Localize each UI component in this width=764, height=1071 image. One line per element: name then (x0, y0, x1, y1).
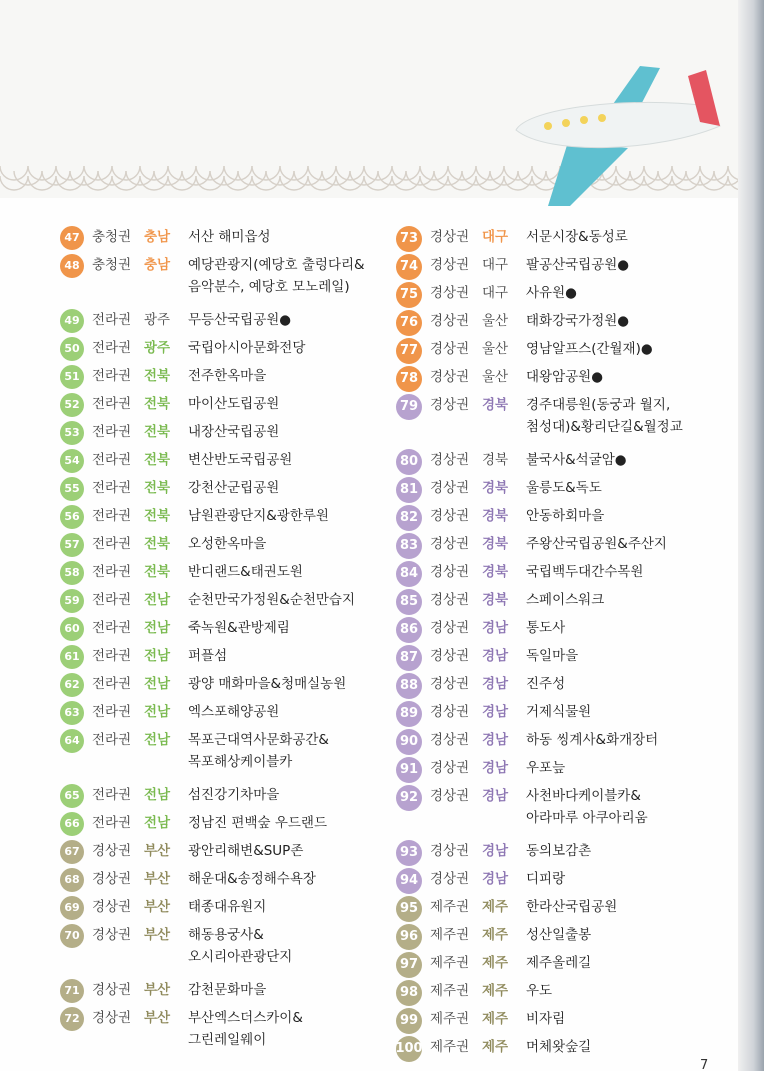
list-item (396, 868, 736, 896)
number-badge: 72 (60, 1007, 84, 1031)
region-label: 전라권 (92, 787, 132, 803)
list-item (396, 254, 736, 282)
number-badge: 66 (60, 812, 84, 836)
city-label: 전북 (144, 480, 171, 496)
place-name: 사유원● (526, 285, 577, 301)
number-badge: 80 (396, 449, 422, 475)
list-item (396, 840, 736, 868)
city-label: 경남 (482, 732, 509, 748)
place-name: 해운대&송정해수욕장 (188, 871, 316, 887)
place-name: 국립아시아문화전당 (188, 340, 306, 356)
number-badge: 55 (60, 477, 84, 501)
city-label: 부산 (144, 843, 171, 859)
place-name: 동의보감촌 (526, 843, 592, 859)
city-label: 경북 (482, 564, 509, 580)
region-label: 경상권 (430, 397, 470, 413)
number-badge: 51 (60, 365, 84, 389)
place-name: 경주대릉원(동궁과 월지, 첨성대)&황리단길&월정교 (526, 397, 683, 435)
list-item (396, 673, 736, 701)
city-label: 전북 (144, 368, 171, 384)
region-label: 전라권 (92, 424, 132, 440)
city-label: 부산 (144, 982, 171, 998)
list-item (396, 282, 736, 310)
region-label: 경상권 (430, 257, 470, 273)
place-name: 우포늪 (526, 760, 566, 776)
number-badge: 87 (396, 645, 422, 671)
list-item (60, 254, 390, 309)
city-label: 충남 (144, 257, 171, 273)
region-label: 충청권 (92, 257, 132, 273)
city-label: 전북 (144, 424, 171, 440)
city-label: 전북 (144, 508, 171, 524)
region-label: 경상권 (92, 927, 132, 943)
number-badge: 61 (60, 645, 84, 669)
place-name: 전주한옥마을 (188, 368, 267, 384)
place-name: 엑스포해양공원 (188, 704, 280, 720)
place-name: 광안리해변&SUP존 (188, 843, 304, 859)
number-badge: 96 (396, 924, 422, 950)
number-badge: 62 (60, 673, 84, 697)
number-badge: 69 (60, 896, 84, 920)
region-label: 전라권 (92, 480, 132, 496)
list-item (396, 310, 736, 338)
list-item (396, 533, 736, 561)
region-label: 경상권 (430, 564, 470, 580)
region-label: 제주권 (430, 1039, 470, 1055)
number-badge: 49 (60, 309, 84, 333)
number-badge: 53 (60, 421, 84, 445)
place-name: 정남진 편백숲 우드랜드 (188, 815, 327, 831)
city-label: 제주 (482, 1039, 509, 1055)
number-badge: 86 (396, 617, 422, 643)
page-number: 7 (700, 1058, 709, 1071)
list-item (60, 393, 390, 421)
city-label: 부산 (144, 899, 171, 915)
city-label: 부산 (144, 927, 171, 943)
city-label: 충남 (144, 229, 171, 245)
place-name: 변산반도국립공원 (188, 452, 293, 468)
place-name: 내장산국립공원 (188, 424, 280, 440)
list-item (396, 701, 736, 729)
number-badge: 91 (396, 757, 422, 783)
region-label: 전라권 (92, 536, 132, 552)
list-item (396, 589, 736, 617)
list-item (60, 449, 390, 477)
city-label: 전남 (144, 620, 171, 636)
number-badge: 63 (60, 701, 84, 725)
city-label: 경북 (482, 536, 509, 552)
place-name: 대왕암공원● (526, 369, 603, 385)
place-name: 순천만국가정원&순천만습지 (188, 592, 356, 608)
city-label: 부산 (144, 1010, 171, 1026)
place-name: 무등산국립공원● (188, 312, 292, 328)
number-badge: 47 (60, 226, 84, 250)
number-badge: 56 (60, 505, 84, 529)
city-label: 전남 (144, 732, 171, 748)
city-label: 전북 (144, 396, 171, 412)
number-badge: 74 (396, 254, 422, 280)
list-item (60, 701, 390, 729)
city-label: 울산 (482, 369, 509, 385)
region-label: 경상권 (430, 452, 470, 468)
list-item (60, 840, 390, 868)
number-badge: 77 (396, 338, 422, 364)
list-item (60, 226, 390, 254)
place-name: 거제식물원 (526, 704, 592, 720)
city-label: 대구 (482, 229, 509, 245)
region-label: 전라권 (92, 312, 132, 328)
city-label: 제주 (482, 983, 509, 999)
region-label: 전라권 (92, 676, 132, 692)
city-label: 경남 (482, 620, 509, 636)
list-item (396, 338, 736, 366)
city-label: 경남 (482, 704, 509, 720)
city-label: 경남 (482, 871, 509, 887)
region-label: 경상권 (430, 648, 470, 664)
left-column (60, 226, 390, 1062)
number-badge: 57 (60, 533, 84, 557)
number-badge: 90 (396, 729, 422, 755)
list-item (60, 784, 390, 812)
airplane-illustration (508, 56, 738, 216)
place-name: 오성한옥마을 (188, 536, 267, 552)
region-label: 경상권 (430, 871, 470, 887)
region-label: 전라권 (92, 508, 132, 524)
place-name: 팔공산국립공원● (526, 257, 630, 273)
city-label: 제주 (482, 955, 509, 971)
city-label: 경북 (482, 592, 509, 608)
city-label: 경북 (482, 397, 509, 413)
city-label: 전남 (144, 592, 171, 608)
city-label: 전남 (144, 648, 171, 664)
number-badge: 52 (60, 393, 84, 417)
list-item (396, 505, 736, 533)
list-item (60, 729, 390, 784)
number-badge: 88 (396, 673, 422, 699)
list-item (60, 561, 390, 589)
place-name: 죽녹원&관방제림 (188, 620, 290, 636)
list-item (396, 617, 736, 645)
region-label: 전라권 (92, 732, 132, 748)
region-label: 경상권 (430, 704, 470, 720)
place-name: 한라산국립공원 (526, 899, 618, 915)
number-badge: 59 (60, 589, 84, 613)
list-item (60, 309, 390, 337)
number-badge: 76 (396, 310, 422, 336)
place-name: 성산일출봉 (526, 927, 592, 943)
place-name: 태화강국가정원● (526, 313, 630, 329)
number-badge: 70 (60, 924, 84, 948)
list-item (60, 477, 390, 505)
number-badge: 93 (396, 840, 422, 866)
list-item (396, 477, 736, 505)
region-label: 제주권 (430, 983, 470, 999)
place-name: 주왕산국립공원&주산지 (526, 536, 667, 552)
region-label: 경상권 (430, 313, 470, 329)
city-label: 광주 (144, 312, 171, 328)
list-item (60, 812, 390, 840)
city-label: 제주 (482, 899, 509, 915)
place-name: 마이산도립공원 (188, 396, 280, 412)
region-label: 경상권 (92, 899, 132, 915)
region-label: 전라권 (92, 340, 132, 356)
place-name: 통도사 (526, 620, 566, 636)
place-name: 스페이스워크 (526, 592, 605, 608)
region-label: 전라권 (92, 368, 132, 384)
city-label: 대구 (482, 257, 509, 273)
place-name: 울릉도&독도 (526, 480, 602, 496)
number-badge: 100 (396, 1036, 422, 1062)
number-badge: 85 (396, 589, 422, 615)
region-label: 경상권 (92, 843, 132, 859)
number-badge: 68 (60, 868, 84, 892)
city-label: 경북 (482, 480, 509, 496)
number-badge: 89 (396, 701, 422, 727)
city-label: 경남 (482, 760, 509, 776)
region-label: 전라권 (92, 452, 132, 468)
city-label: 울산 (482, 313, 509, 329)
list-item (60, 533, 390, 561)
list-item (60, 645, 390, 673)
list-item (60, 589, 390, 617)
region-label: 경상권 (430, 788, 470, 804)
city-label: 제주 (482, 1011, 509, 1027)
number-badge: 54 (60, 449, 84, 473)
region-label: 전라권 (92, 592, 132, 608)
city-label: 전북 (144, 452, 171, 468)
region-label: 경상권 (430, 592, 470, 608)
place-name: 머체왓숲길 (526, 1039, 592, 1055)
city-label: 울산 (482, 341, 509, 357)
place-name: 사천바다케이블카& 아라마루 아쿠아리움 (526, 788, 648, 826)
number-badge: 67 (60, 840, 84, 864)
region-label: 제주권 (430, 899, 470, 915)
region-label: 전라권 (92, 815, 132, 831)
number-badge: 64 (60, 729, 84, 753)
page-edge (738, 0, 764, 1071)
list-item (396, 449, 736, 477)
list-item (60, 673, 390, 701)
list-item (60, 617, 390, 645)
number-badge: 94 (396, 868, 422, 894)
city-label: 전북 (144, 536, 171, 552)
number-badge: 60 (60, 617, 84, 641)
list-item (60, 337, 390, 365)
list-item (396, 561, 736, 589)
region-label: 전라권 (92, 620, 132, 636)
city-label: 광주 (144, 340, 171, 356)
region-label: 제주권 (430, 927, 470, 943)
place-name: 퍼플섬 (188, 648, 228, 664)
number-badge: 71 (60, 979, 84, 1003)
number-badge: 75 (396, 282, 422, 308)
list-item (60, 924, 390, 979)
list-item (396, 394, 736, 449)
region-label: 경상권 (430, 536, 470, 552)
place-name: 해동용궁사& 오시리아관광단지 (188, 927, 293, 965)
region-label: 제주권 (430, 1011, 470, 1027)
list-item (60, 1007, 390, 1062)
number-badge: 84 (396, 561, 422, 587)
place-name: 불국사&석굴암● (526, 452, 627, 468)
place-name: 강천산군립공원 (188, 480, 280, 496)
place-name: 부산엑스더스카이& 그린레일웨이 (188, 1010, 303, 1048)
city-label: 경남 (482, 788, 509, 804)
city-label: 제주 (482, 927, 509, 943)
place-name: 감천문화마을 (188, 982, 267, 998)
city-label: 부산 (144, 871, 171, 887)
place-name: 제주올레길 (526, 955, 592, 971)
list-item (60, 896, 390, 924)
place-name: 하동 씽계사&화개장터 (526, 732, 659, 748)
list-item (60, 979, 390, 1007)
place-name: 섬진강기차마을 (188, 787, 280, 803)
city-label: 경북 (482, 508, 509, 524)
list-item (396, 785, 736, 840)
list-item (60, 365, 390, 393)
number-badge: 95 (396, 896, 422, 922)
city-label: 전남 (144, 815, 171, 831)
region-label: 경상권 (430, 508, 470, 524)
region-label: 전라권 (92, 564, 132, 580)
place-name: 목포근대역사문화공간& 목포해상케이블카 (188, 732, 329, 770)
number-badge: 99 (396, 1008, 422, 1034)
number-badge: 92 (396, 785, 422, 811)
number-badge: 48 (60, 254, 84, 278)
region-label: 경상권 (430, 369, 470, 385)
number-badge: 98 (396, 980, 422, 1006)
list-item (396, 226, 736, 254)
place-name: 광양 매화마을&청매실농원 (188, 676, 347, 692)
city-label: 경남 (482, 843, 509, 859)
list-item (396, 1008, 736, 1036)
city-label: 경북 (482, 452, 509, 468)
city-label: 경남 (482, 676, 509, 692)
number-badge: 65 (60, 784, 84, 808)
region-label: 경상권 (430, 676, 470, 692)
place-name: 디피랑 (526, 871, 566, 887)
place-name: 태종대유원지 (188, 899, 267, 915)
list-item (396, 980, 736, 1008)
place-name: 예당관광지(예당호 출렁다리& 음악분수, 예당호 모노레일) (188, 257, 365, 295)
list-item (396, 896, 736, 924)
number-badge: 58 (60, 561, 84, 585)
place-name: 안동하회마을 (526, 508, 605, 524)
number-badge: 97 (396, 952, 422, 978)
right-column (396, 226, 736, 1064)
region-label: 경상권 (430, 760, 470, 776)
city-label: 전북 (144, 564, 171, 580)
list-item (60, 421, 390, 449)
region-label: 경상권 (92, 1010, 132, 1026)
place-name: 국립백두대간수목원 (526, 564, 644, 580)
region-label: 전라권 (92, 704, 132, 720)
list-item (396, 366, 736, 394)
place-name: 서산 해미읍성 (188, 229, 271, 245)
place-name: 반디랜드&태권도원 (188, 564, 303, 580)
number-badge: 73 (396, 226, 422, 252)
city-label: 전남 (144, 676, 171, 692)
region-label: 경상권 (430, 732, 470, 748)
place-name: 서문시장&동성로 (526, 229, 628, 245)
region-label: 경상권 (430, 843, 470, 859)
region-label: 경상권 (430, 285, 470, 301)
region-label: 경상권 (430, 341, 470, 357)
place-name: 우도 (526, 983, 553, 999)
region-label: 경상권 (430, 620, 470, 636)
number-badge: 83 (396, 533, 422, 559)
list-item (396, 924, 736, 952)
region-label: 전라권 (92, 648, 132, 664)
place-name: 비자림 (526, 1011, 566, 1027)
place-name: 남원관광단지&광한루원 (188, 508, 329, 524)
city-label: 전남 (144, 787, 171, 803)
list-item (396, 757, 736, 785)
list-item (396, 645, 736, 673)
number-badge: 79 (396, 394, 422, 420)
city-label: 경남 (482, 648, 509, 664)
region-label: 경상권 (430, 480, 470, 496)
place-name: 영남알프스(간월재)● (526, 341, 653, 357)
region-label: 충청권 (92, 229, 132, 245)
number-badge: 78 (396, 366, 422, 392)
list-item (396, 952, 736, 980)
region-label: 전라권 (92, 396, 132, 412)
number-badge: 82 (396, 505, 422, 531)
region-label: 경상권 (92, 871, 132, 887)
number-badge: 50 (60, 337, 84, 361)
place-name: 독일마을 (526, 648, 579, 664)
list-item (60, 505, 390, 533)
place-name: 진주성 (526, 676, 566, 692)
city-label: 대구 (482, 285, 509, 301)
list-item (396, 729, 736, 757)
number-badge: 81 (396, 477, 422, 503)
city-label: 전남 (144, 704, 171, 720)
region-label: 제주권 (430, 955, 470, 971)
region-label: 경상권 (430, 229, 470, 245)
region-label: 경상권 (92, 982, 132, 998)
list-item (396, 1036, 736, 1064)
list-item (60, 868, 390, 896)
